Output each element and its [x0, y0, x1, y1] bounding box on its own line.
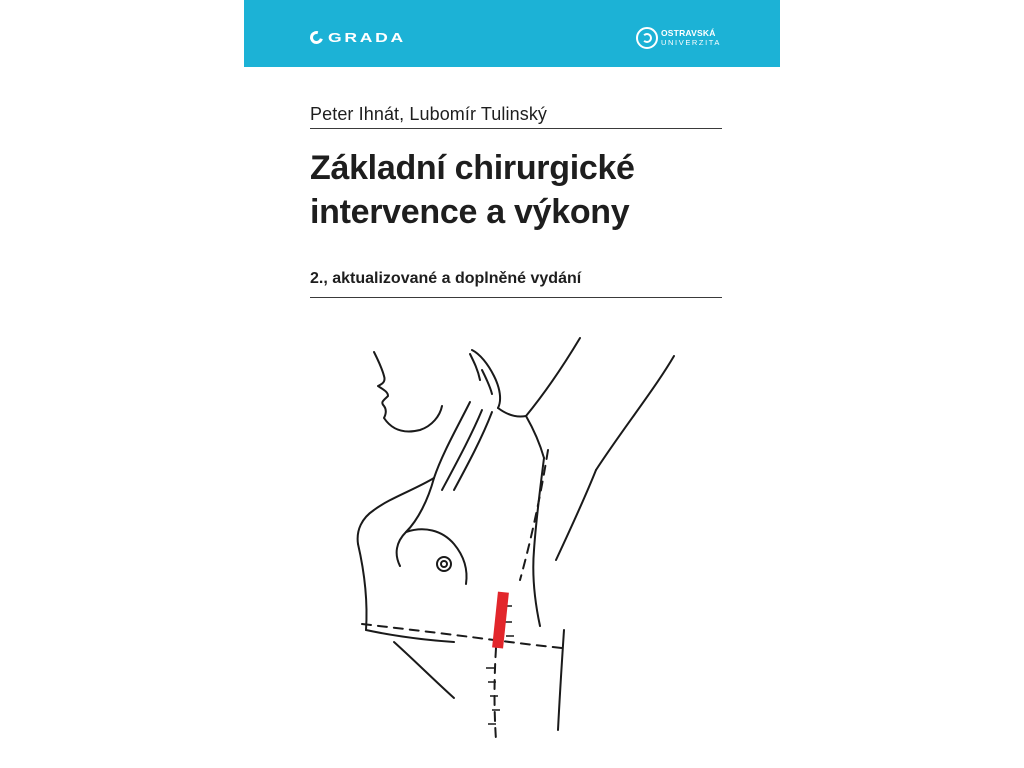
publisher-logo [310, 26, 406, 48]
header-band [244, 0, 780, 67]
title-line-1: Základní chirurgické [310, 149, 635, 187]
bottom-rule [310, 297, 722, 298]
authors: Peter Ihnát, Lubomír Tulinský [310, 104, 548, 124]
university-logo [636, 27, 721, 49]
horizontal-dashed-line [362, 624, 562, 648]
edition-note: 2., aktualizované a doplněné vydání [310, 270, 582, 287]
nipple [437, 557, 451, 571]
university-name-line2: UNIVERZITA [661, 38, 722, 47]
axilla-line [556, 470, 596, 560]
sternocleidomastoid [442, 410, 492, 490]
lower-body-line [558, 630, 564, 730]
abdomen-line [394, 642, 454, 698]
arm-inner-contour [526, 416, 544, 458]
book-title [310, 146, 730, 234]
shoulder-line [358, 478, 434, 544]
university-emblem-icon [636, 27, 658, 49]
chest-fold [406, 529, 467, 584]
lower-vertical-dashed-line [495, 648, 497, 740]
incision-mark [492, 592, 509, 649]
university-name-line1: OSTRAVSKÁ [661, 28, 716, 38]
hair [470, 350, 500, 408]
face-profile [374, 352, 442, 432]
top-rule [310, 128, 722, 129]
left-chest-edge [358, 544, 367, 630]
publisher-name: GRADA [328, 29, 406, 45]
arm-lower-edge [596, 356, 674, 470]
lower-chest [366, 630, 454, 642]
marker-ticks [486, 668, 500, 724]
book-cover [244, 0, 780, 768]
title-line-2: intervence a výkony [310, 193, 630, 231]
pectoral-contour [397, 478, 434, 566]
publisher-mark-icon [308, 28, 326, 46]
university-name [661, 28, 721, 48]
neck-back [498, 408, 526, 417]
arm-upper-edge [526, 338, 580, 416]
surgical-illustration [244, 330, 780, 768]
